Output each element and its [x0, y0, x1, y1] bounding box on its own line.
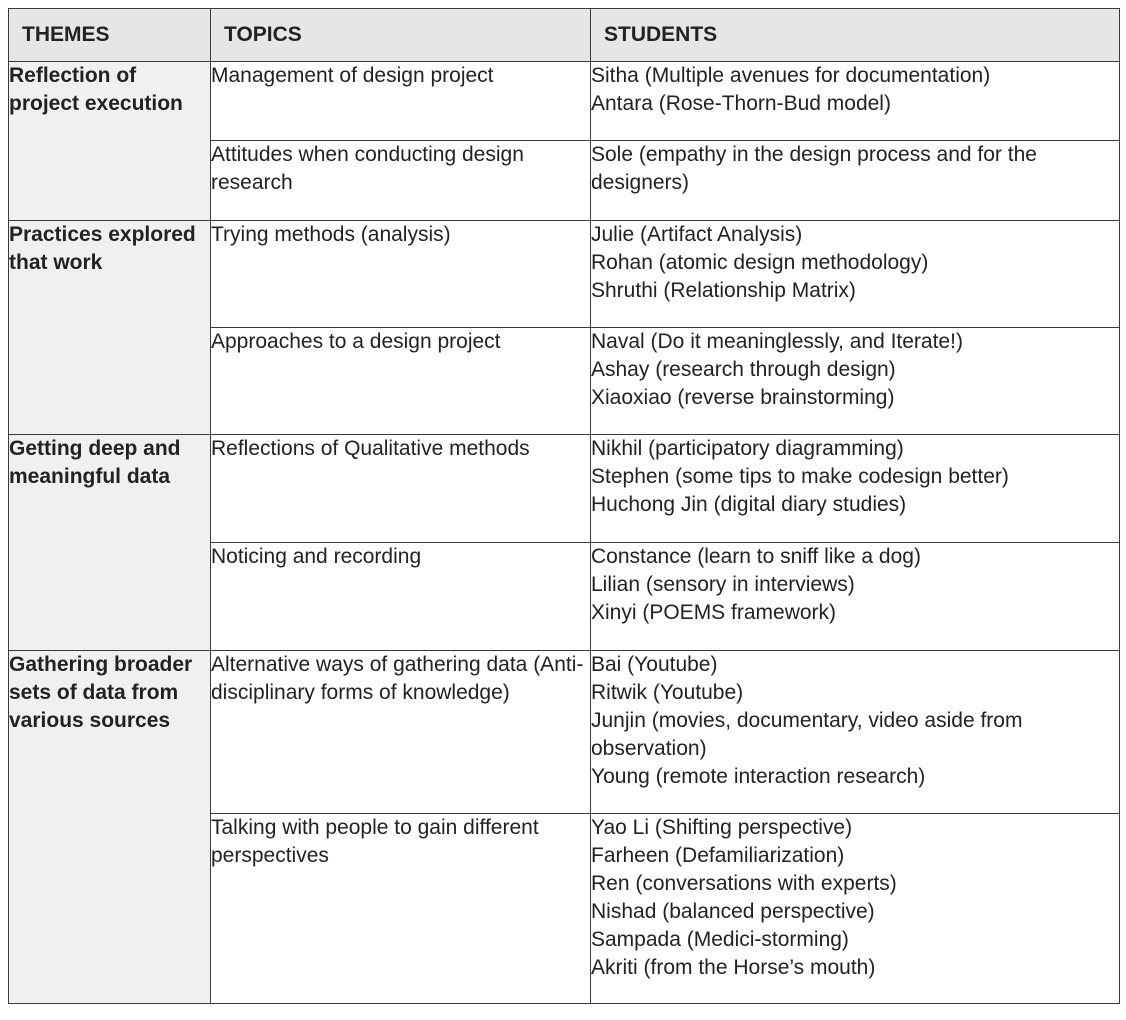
- header-themes: THEMES: [9, 9, 211, 62]
- student-entry: Sitha (Multiple avenues for documentation): [591, 64, 991, 87]
- student-entry: Ritwik (Youtube): [591, 681, 744, 704]
- theme-cell: Getting deep and meaningful data: [9, 435, 211, 651]
- student-entry: Yao Li (Shifting perspective): [591, 816, 853, 839]
- topic-cell: Attitudes when conducting design research: [211, 141, 591, 221]
- theme-cell: Reflection of project execution: [9, 62, 211, 221]
- header-row: [9, 9, 1120, 62]
- student-entry: Huchong Jin (digital diary studies): [591, 493, 907, 516]
- theme-cell: Practices explored that work: [9, 221, 211, 435]
- topic-cell: Alternative ways of gathering data (Anti-disciplinary forms of knowledge): [211, 651, 591, 814]
- topic-cell: Talking with people to gain different perspectives: [211, 814, 591, 1004]
- student-entry: Akriti (from the Horse’s mouth): [591, 956, 876, 979]
- table-row: [9, 651, 1120, 814]
- students-cell: [591, 543, 1120, 651]
- table-row: [9, 62, 1120, 141]
- student-entry: Ashay (research through design): [591, 358, 896, 381]
- table-row: [9, 435, 1120, 543]
- student-entry: Farheen (Defamiliarization): [591, 844, 845, 867]
- student-entry: Sampada (Medici-storming): [591, 928, 849, 951]
- student-entry: Rohan (atomic design methodology): [591, 251, 929, 274]
- students-cell: [591, 814, 1120, 1004]
- students-cell: [591, 221, 1120, 328]
- student-entry: Xinyi (POEMS framework): [591, 601, 837, 624]
- topic-cell: Noticing and recording: [211, 543, 591, 651]
- topic-cell: Trying methods (analysis): [211, 221, 591, 328]
- students-cell: [591, 141, 1120, 221]
- table-body: [9, 62, 1120, 1004]
- topic-cell: Management of design project: [211, 62, 591, 141]
- theme-cell: Gathering broader sets of data from various sources: [9, 651, 211, 1004]
- student-entry: Stephen (some tips to make codesign better): [591, 465, 1009, 488]
- student-entry: Lilian (sensory in interviews): [591, 573, 855, 596]
- header-students: STUDENTS: [591, 9, 1120, 62]
- themes-topics-students-table: [8, 8, 1120, 1004]
- students-cell: [591, 328, 1120, 435]
- student-entry: Antara (Rose-Thorn-Bud model): [591, 92, 891, 115]
- student-entry: Constance (learn to sniff like a dog): [591, 545, 921, 568]
- student-entry: Bai (Youtube): [591, 653, 718, 676]
- topic-cell: Reflections of Qualitative methods: [211, 435, 591, 543]
- header-topics: TOPICS: [211, 9, 591, 62]
- student-entry: Julie (Artifact Analysis): [591, 223, 803, 246]
- student-entry: Shruthi (Relationship Matrix): [591, 279, 856, 302]
- students-cell: [591, 435, 1120, 543]
- student-entry: Junjin (movies, documentary, video aside from observation): [591, 709, 1023, 760]
- student-entry: Nishad (balanced perspective): [591, 900, 875, 923]
- student-entry: Ren (conversations with experts): [591, 872, 897, 895]
- student-entry: Nikhil (participatory diagramming): [591, 437, 904, 460]
- topic-cell: Approaches to a design project: [211, 328, 591, 435]
- student-entry: Xiaoxiao (reverse brainstorming): [591, 386, 895, 409]
- table-header: [9, 9, 1120, 62]
- table-row: [9, 221, 1120, 328]
- student-entry: Sole (empathy in the design process and for the designers): [591, 143, 1037, 194]
- student-entry: Young (remote interaction research): [591, 765, 926, 788]
- students-cell: [591, 62, 1120, 141]
- student-entry: Naval (Do it meaninglessly, and Iterate!): [591, 330, 963, 353]
- students-cell: [591, 651, 1120, 814]
